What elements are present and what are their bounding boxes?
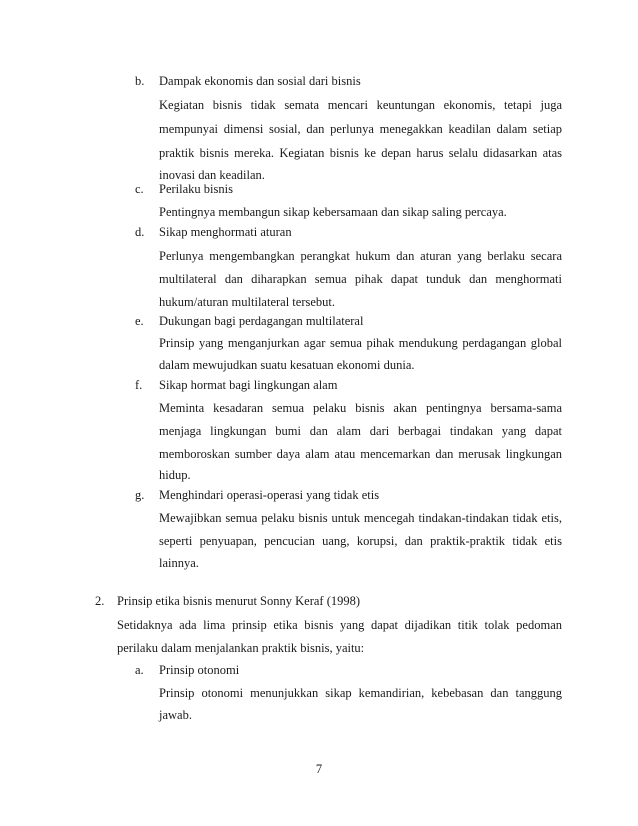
item-marker-e: e. bbox=[135, 314, 144, 328]
paragraph-line: Perlunya mengembangkan perangkat hukum dan aturan yang berlaku secara bbox=[159, 249, 562, 263]
item-marker-d: d. bbox=[135, 225, 145, 239]
item-marker-c: c. bbox=[135, 182, 144, 196]
item-title-e: Dukungan bagi perdagangan multilateral bbox=[159, 314, 364, 328]
paragraph-line: memboroskan sumber daya alam atau mencemarkan dan merusak lingkungan bbox=[159, 447, 562, 461]
paragraph-line: jawab. bbox=[159, 708, 192, 722]
paragraph-line: Mewajibkan semua pelaku bisnis untuk mencegah tindakan-tindakan tidak etis, bbox=[159, 511, 562, 525]
paragraph-line: Meminta kesadaran semua pelaku bisnis akan pentingnya bersama-sama bbox=[159, 401, 562, 415]
paragraph-line: mempunyai dimensi sosial, dan perlunya menegakkan keadilan dalam setiap bbox=[159, 122, 562, 136]
paragraph-line: inovasi dan keadilan. bbox=[159, 168, 265, 182]
item-title-c: Perilaku bisnis bbox=[159, 182, 233, 196]
paragraph-line: Setidaknya ada lima prinsip etika bisnis yang dapat dijadikan titik tolak pedoman bbox=[117, 618, 562, 632]
item-marker-2: 2. bbox=[95, 594, 105, 608]
paragraph-line: Prinsip otonomi menunjukkan sikap kemandirian, kebebasan dan tanggung bbox=[159, 686, 562, 700]
page-number: 7 bbox=[315, 762, 323, 776]
item-marker-f: f. bbox=[135, 378, 143, 392]
item-marker-b: b. bbox=[135, 74, 145, 88]
item-title-g: Menghindari operasi-operasi yang tidak etis bbox=[159, 488, 380, 502]
paragraph-line: Kegiatan bisnis tidak semata mencari keuntungan ekonomis, tetapi juga bbox=[159, 98, 562, 112]
paragraph-line: multilateral dan diharapkan semua pihak dapat tunduk dan menghormati bbox=[159, 272, 562, 286]
item-title-f: Sikap hormat bagi lingkungan alam bbox=[159, 378, 338, 392]
paragraph-line: dalam mewujudkan suatu kesatuan ekonomi dunia. bbox=[159, 358, 415, 372]
paragraph-line: praktik bisnis mereka. Kegiatan bisnis ke depan harus selalu didasarkan atas bbox=[159, 146, 562, 160]
item-title-2a: Prinsip otonomi bbox=[159, 663, 240, 677]
paragraph-line: menjaga lingkungan bumi dan alam dari berbagai tindakan yang dapat bbox=[159, 424, 562, 438]
item-marker-2a: a. bbox=[135, 663, 144, 677]
item-marker-g: g. bbox=[135, 488, 145, 502]
paragraph-line: lainnya. bbox=[159, 556, 199, 570]
paragraph-line: Prinsip yang menganjurkan agar semua pihak mendukung perdagangan global bbox=[159, 336, 562, 350]
paragraph-line: hukum/aturan multilateral tersebut. bbox=[159, 295, 335, 309]
item-title-b: Dampak ekonomis dan sosial dari bisnis bbox=[159, 74, 361, 88]
paragraph-line: seperti penyuapan, pencucian uang, korupsi, dan praktik-praktik tidak etis bbox=[159, 534, 562, 548]
paragraph-line: hidup. bbox=[159, 468, 191, 482]
item-title-2: Prinsip etika bisnis menurut Sonny Keraf (1998) bbox=[117, 594, 361, 608]
item-title-d: Sikap menghormati aturan bbox=[159, 225, 292, 239]
paragraph-line: Pentingnya membangun sikap kebersamaan dan sikap saling percaya. bbox=[159, 205, 507, 219]
paragraph-line: perilaku dalam menjalankan praktik bisnis, yaitu: bbox=[117, 641, 365, 655]
